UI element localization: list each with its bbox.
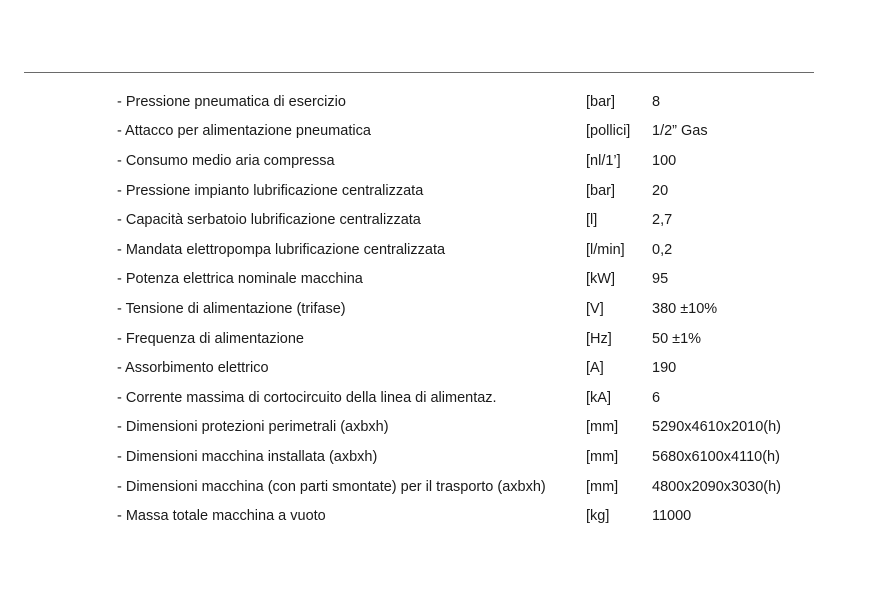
header-divider [24, 72, 814, 73]
spec-row [117, 265, 781, 295]
spec-label: - Capacità serbatoio lubrificazione centralizzata [117, 212, 421, 229]
spec-value: 50 ±1% [652, 330, 702, 347]
spec-unit: [A] [586, 360, 604, 377]
spec-value: 380 ±10% [652, 300, 718, 317]
spec-row [117, 353, 781, 383]
spec-unit: [V] [586, 300, 604, 317]
spec-table [117, 87, 781, 531]
spec-unit: [Hz] [586, 330, 612, 347]
spec-value: 4800x2090x3030(h) [652, 478, 781, 495]
spec-row [117, 383, 781, 413]
spec-value: 0,2 [652, 241, 673, 258]
spec-row [117, 413, 781, 443]
spec-unit: [kW] [586, 271, 615, 288]
spec-unit: [l/min] [586, 241, 625, 258]
spec-label: - Mandata elettropompa lubrificazione centralizzata [117, 241, 446, 258]
spec-unit: [bar] [586, 93, 616, 110]
spec-row [117, 324, 781, 354]
spec-label: - Potenza elettrica nominale macchina [117, 271, 363, 288]
spec-unit: [mm] [586, 448, 619, 465]
spec-unit: [bar] [586, 182, 616, 199]
spec-unit: [kA] [586, 389, 611, 406]
spec-label: - Dimensioni macchina installata (axbxh) [117, 448, 378, 465]
spec-value: 11000 [652, 508, 692, 525]
spec-unit: [nl/1’] [586, 152, 621, 169]
spec-row [117, 87, 781, 117]
spec-row [117, 176, 781, 206]
spec-label: - Corrente massima di cortocircuito della linea di alimentaz. [117, 389, 497, 406]
spec-value: 100 [652, 152, 677, 169]
spec-unit: [mm] [586, 419, 619, 436]
spec-row [117, 146, 781, 176]
spec-row [117, 235, 781, 265]
spec-row [117, 117, 781, 147]
spec-value: 1/2” Gas [652, 123, 708, 140]
spec-row [117, 205, 781, 235]
spec-value: 95 [652, 271, 669, 288]
spec-unit: [kg] [586, 508, 610, 525]
spec-label: - Frequenza di alimentazione [117, 330, 304, 347]
spec-label: - Attacco per alimentazione pneumatica [117, 123, 371, 140]
spec-row [117, 294, 781, 324]
spec-value: 5680x6100x4110(h) [652, 448, 780, 465]
spec-value: 8 [652, 93, 661, 110]
spec-unit: [mm] [586, 478, 619, 495]
spec-label: - Dimensioni macchina (con parti smontate) per il trasporto (axbxh) [117, 478, 546, 495]
spec-value: 5290x4610x2010(h) [652, 419, 781, 436]
spec-row [117, 472, 781, 502]
spec-label: - Assorbimento elettrico [117, 360, 269, 377]
spec-label: - Pressione impianto lubrificazione centralizzata [117, 182, 424, 199]
spec-label: - Tensione di alimentazione (trifase) [117, 300, 346, 317]
spec-label: - Massa totale macchina a vuoto [117, 508, 326, 525]
spec-row [117, 442, 781, 472]
spec-label: - Consumo medio aria compressa [117, 152, 335, 169]
spec-value: 20 [652, 182, 669, 199]
spec-unit: [l] [586, 212, 598, 229]
spec-label: - Pressione pneumatica di esercizio [117, 93, 346, 110]
spec-unit: [pollici] [586, 123, 631, 140]
spec-value: 6 [652, 389, 661, 406]
spec-label: - Dimensioni protezioni perimetrali (axbxh) [117, 419, 389, 436]
spec-value: 2,7 [652, 212, 673, 229]
spec-row [117, 501, 781, 531]
spec-value: 190 [652, 360, 677, 377]
